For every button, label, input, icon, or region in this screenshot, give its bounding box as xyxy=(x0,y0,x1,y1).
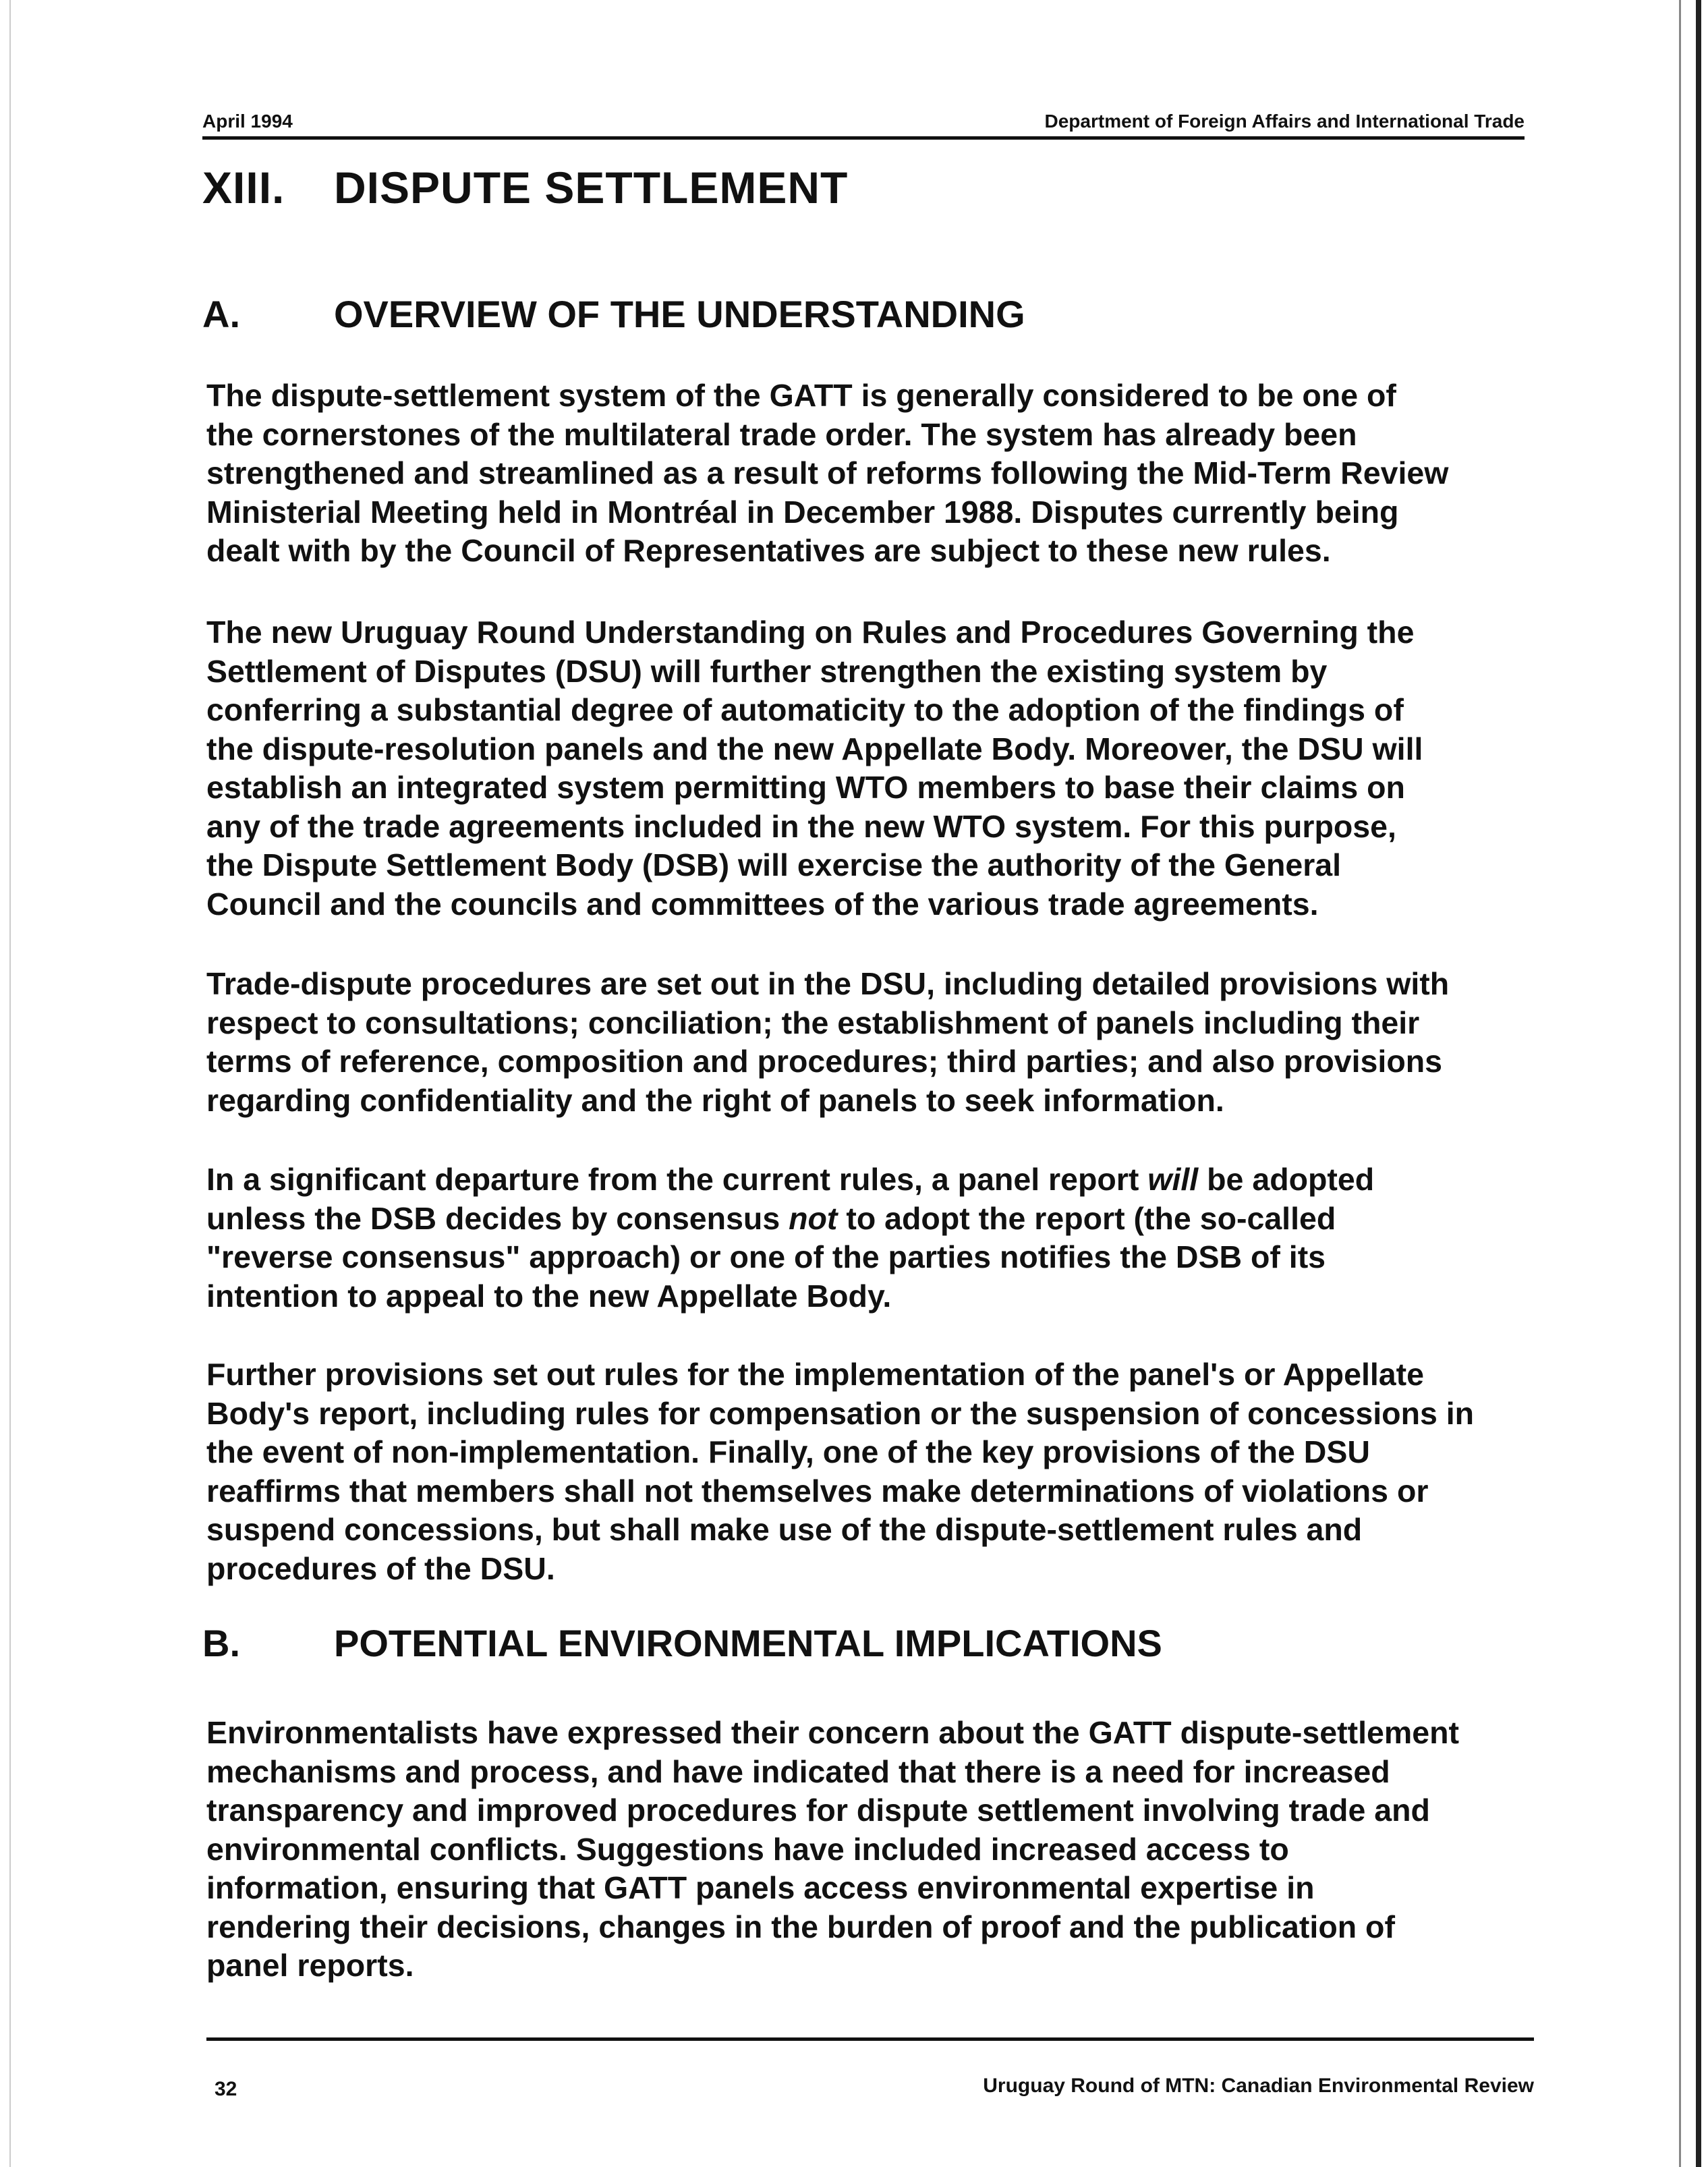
emphasis-will: will xyxy=(1147,1162,1199,1197)
paragraph-line: any of the trade agreements included in the new WTO system. For this purpose, xyxy=(206,808,1396,844)
paragraph-line: Trade-dispute procedures are set out in the DSU, including detailed provisions with xyxy=(206,966,1450,1001)
section-heading-a xyxy=(202,292,1025,336)
footer-publication: Uruguay Round of MTN: Canadian Environmental Review xyxy=(983,2075,1534,2097)
paragraph-line: the dispute-resolution panels and the new Appellate Body. Moreover, the DSU will xyxy=(206,731,1423,766)
paragraph-line: Council and the councils and committees of the various trade agreements. xyxy=(206,886,1319,922)
paragraph-line: The dispute-settlement system of the GATT is generally considered to be one of xyxy=(206,378,1396,413)
text-run: In a significant departure from the current rules, a panel report xyxy=(206,1162,1148,1197)
page-number: 32 xyxy=(215,2078,237,2100)
paragraph-1 xyxy=(206,376,1542,571)
paragraph-line: procedures of the DSU. xyxy=(206,1550,555,1586)
paragraph-line: respect to consultations; conciliation; the establishment of panels including their xyxy=(206,1005,1420,1040)
header-department: Department of Foreign Affairs and International Trade xyxy=(1044,111,1525,132)
section-a-letter: A. xyxy=(202,293,240,335)
paragraph-line: intention to appeal to the new Appellate Body. xyxy=(206,1278,892,1314)
paragraph-line: the event of non-implementation. Finally, one of the key provisions of the DSU xyxy=(206,1434,1370,1469)
paragraph-line: rendering their decisions, changes in the burden of proof and the publication of xyxy=(206,1909,1395,1944)
paragraph-5 xyxy=(206,1355,1542,1588)
section-heading-b xyxy=(202,1621,1162,1665)
paragraph-4 xyxy=(206,1160,1542,1316)
paragraph-line xyxy=(206,1160,1542,1200)
section-b-title: POTENTIAL ENVIRONMENTAL IMPLICATIONS xyxy=(334,1622,1162,1664)
paragraph-line: Settlement of Disputes (DSU) will further strengthen the existing system by xyxy=(206,653,1328,689)
text-run: to adopt the report (the so-called xyxy=(837,1200,1336,1236)
paragraph-2 xyxy=(206,613,1542,924)
paragraph-line: mechanisms and process, and have indicated that there is a need for increased xyxy=(206,1753,1390,1789)
paragraph-line: panel reports. xyxy=(206,1948,414,1983)
chapter-title-text: DISPUTE SETTLEMENT xyxy=(334,163,849,213)
scan-edge-left xyxy=(9,0,11,2167)
paragraph-line: "reverse consensus" approach) or one of the parties notifies the DSB of its xyxy=(206,1239,1326,1274)
emphasis-not: not xyxy=(789,1200,838,1236)
footer-rule xyxy=(206,2037,1534,2041)
paragraph-line: the cornerstones of the multilateral trade order. The system has already been xyxy=(206,416,1357,452)
paragraph-line xyxy=(206,1200,1542,1239)
paragraph-line: regarding confidentiality and the right of panels to seek information. xyxy=(206,1082,1224,1118)
paragraph-line: environmental conflicts. Suggestions have included increased access to xyxy=(206,1831,1289,1867)
text-run: unless the DSB decides by consensus xyxy=(206,1200,789,1236)
paragraph-line: Ministerial Meeting held in Montréal in December 1988. Disputes currently being xyxy=(206,494,1399,530)
paragraph-line: establish an integrated system permitting WTO members to base their claims on xyxy=(206,770,1405,805)
running-header xyxy=(202,101,1525,140)
paragraph-line: terms of reference, composition and procedures; third parties; and also provisions xyxy=(206,1044,1442,1079)
header-date: April 1994 xyxy=(202,111,293,132)
paragraph-6 xyxy=(206,1714,1542,1986)
chapter-number: XIII. xyxy=(202,163,285,213)
paragraph-line: Body's report, including rules for compensation or the suspension of concessions in xyxy=(206,1395,1475,1431)
chapter-title xyxy=(202,162,848,213)
text-run: be adopted xyxy=(1198,1162,1375,1197)
paragraph-line: transparency and improved procedures for dispute settlement involving trade and xyxy=(206,1793,1430,1828)
paragraph-line: Further provisions set out rules for the implementation of the panel's or Appellate xyxy=(206,1357,1424,1392)
scan-edge-right-thin xyxy=(1679,0,1681,2167)
paragraph-line: The new Uruguay Round Understanding on Rules and Procedures Governing the xyxy=(206,615,1415,650)
paragraph-line: conferring a substantial degree of automaticity to the adoption of the findings of xyxy=(206,692,1404,727)
paragraph-line: the Dispute Settlement Body (DSB) will exercise the authority of the General xyxy=(206,847,1342,882)
paragraph-line: information, ensuring that GATT panels access environmental expertise in xyxy=(206,1870,1315,1905)
paragraph-line: suspend concessions, but shall make use of the dispute-settlement rules and xyxy=(206,1512,1363,1547)
section-b-letter: B. xyxy=(202,1622,240,1664)
paragraph-line: dealt with by the Council of Representatives are subject to these new rules. xyxy=(206,533,1331,568)
scan-edge-right xyxy=(1696,0,1701,2167)
paragraph-line: reaffirms that members shall not themselves make determinations of violations or xyxy=(206,1473,1429,1509)
section-a-title: OVERVIEW OF THE UNDERSTANDING xyxy=(334,293,1025,335)
paragraph-line: Environmentalists have expressed their concern about the GATT dispute-settlement xyxy=(206,1715,1459,1750)
paragraph-line: strengthened and streamlined as a result of reforms following the Mid-Term Review xyxy=(206,455,1449,490)
paragraph-3 xyxy=(206,965,1542,1120)
